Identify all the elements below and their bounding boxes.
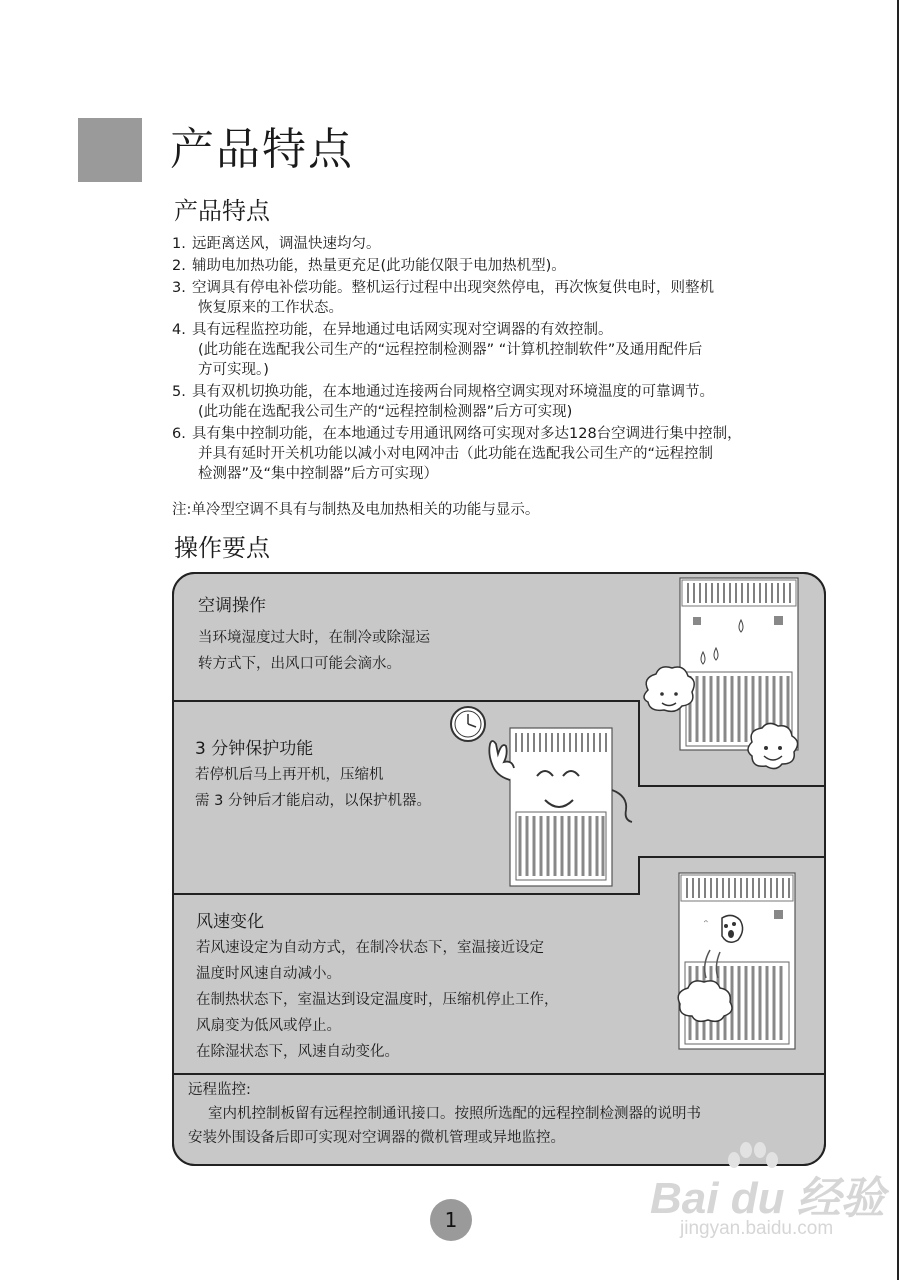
section-heading: 风速变化	[196, 912, 264, 932]
section-line: 若停机后马上再开机，压缩机	[195, 767, 384, 783]
feature-number: 2.	[172, 258, 186, 274]
note-text: 注:单冷型空调不具有与制热及电加热相关的功能与显示。	[172, 502, 540, 518]
section-line: 需 3 分钟后才能启动，以保护机器。	[195, 793, 431, 809]
watermark-url: jingyan.baidu.com	[680, 1218, 834, 1239]
page-number	[430, 1199, 472, 1241]
section-line: 若风速设定为自动方式，在制冷状态下，室温接近设定	[196, 940, 544, 956]
feature-line: 检测器”及“集中控制器”后方可实现）	[198, 466, 439, 482]
feature-line: (此功能在选配我公司生产的“远程控制检测器” “计算机控制软件”及通用配件后	[198, 342, 703, 358]
operations-section-title: 操作要点	[174, 534, 270, 562]
feature-line: 方可实现。)	[198, 362, 269, 378]
feature-number: 3.	[172, 280, 186, 296]
fan-speed-section	[196, 909, 559, 1065]
features-section-title: 产品特点	[174, 197, 270, 225]
section-heading: 3 分钟保护功能	[195, 739, 314, 759]
cloud-face-icon	[748, 723, 798, 768]
section-line: 温度时风速自动减小。	[196, 966, 341, 982]
ac-operation-section	[198, 593, 430, 677]
section-heading: 远程监控:	[188, 1082, 251, 1098]
feature-line: 具有集中控制功能，在本地通过专用通讯网络可实现对多达128台空调进行集中控制，	[192, 426, 742, 442]
feature-number: 4.	[172, 322, 186, 338]
section-line: 安装外围设备后即可实现对空调器的微机管理或异地监控。	[188, 1130, 565, 1146]
ac-fan-illustration	[678, 873, 795, 1049]
feature-line: 并具有延时开关机功能以减小对电网冲击（此功能在选配我公司生产的“远程控制	[198, 446, 714, 462]
section-line: 风扇变为低风或停止。	[196, 1018, 341, 1034]
section-line: 在除湿状态下，风速自动变化。	[196, 1044, 399, 1060]
feature-line: 远距离送风，调温快速均匀。	[192, 236, 381, 252]
feature-number: 5.	[172, 384, 186, 400]
feature-line: 具有远程监控功能，在异地通过电话网实现对空调器的有效控制。	[192, 322, 613, 338]
watermark	[640, 1140, 890, 1250]
feature-number: 6.	[172, 426, 186, 442]
section-line: 转方式下，出风口可能会滴水。	[198, 656, 401, 672]
protection-section	[195, 736, 431, 814]
section-line: 当环境湿度过大时，在制冷或除湿运	[198, 630, 430, 646]
watermark-brand: Bai du 经验	[650, 1174, 885, 1223]
page-title: 产品特点	[170, 124, 354, 175]
feature-line: 恢复原来的工作状态。	[198, 300, 343, 316]
section-line: 室内机控制板留有远程控制通讯接口。按照所选配的远程控制检测器的说明书	[208, 1106, 701, 1122]
svg-text:ᵔ: ᵔ	[704, 919, 709, 930]
feature-line: 空调具有停电补偿功能。整机运行过程中出现突然停电，再次恢复供电时，则整机	[192, 280, 714, 296]
section-line: 在制热状态下，室温达到设定温度时，压缩机停止工作，	[196, 992, 559, 1008]
page-number-text: 1	[444, 1208, 458, 1232]
feature-line: (此功能在选配我公司生产的“远程控制检测器”后方可实现)	[198, 404, 573, 420]
feature-number: 1.	[172, 236, 186, 252]
feature-line: 具有双机切换功能，在本地通过连接两台同规格空调实现对环境温度的可靠调节。	[192, 384, 714, 400]
section-heading: 空调操作	[198, 596, 266, 616]
feature-line: 辅助电加热功能，热量更充足(此功能仅限于电加热机型)。	[192, 258, 566, 274]
